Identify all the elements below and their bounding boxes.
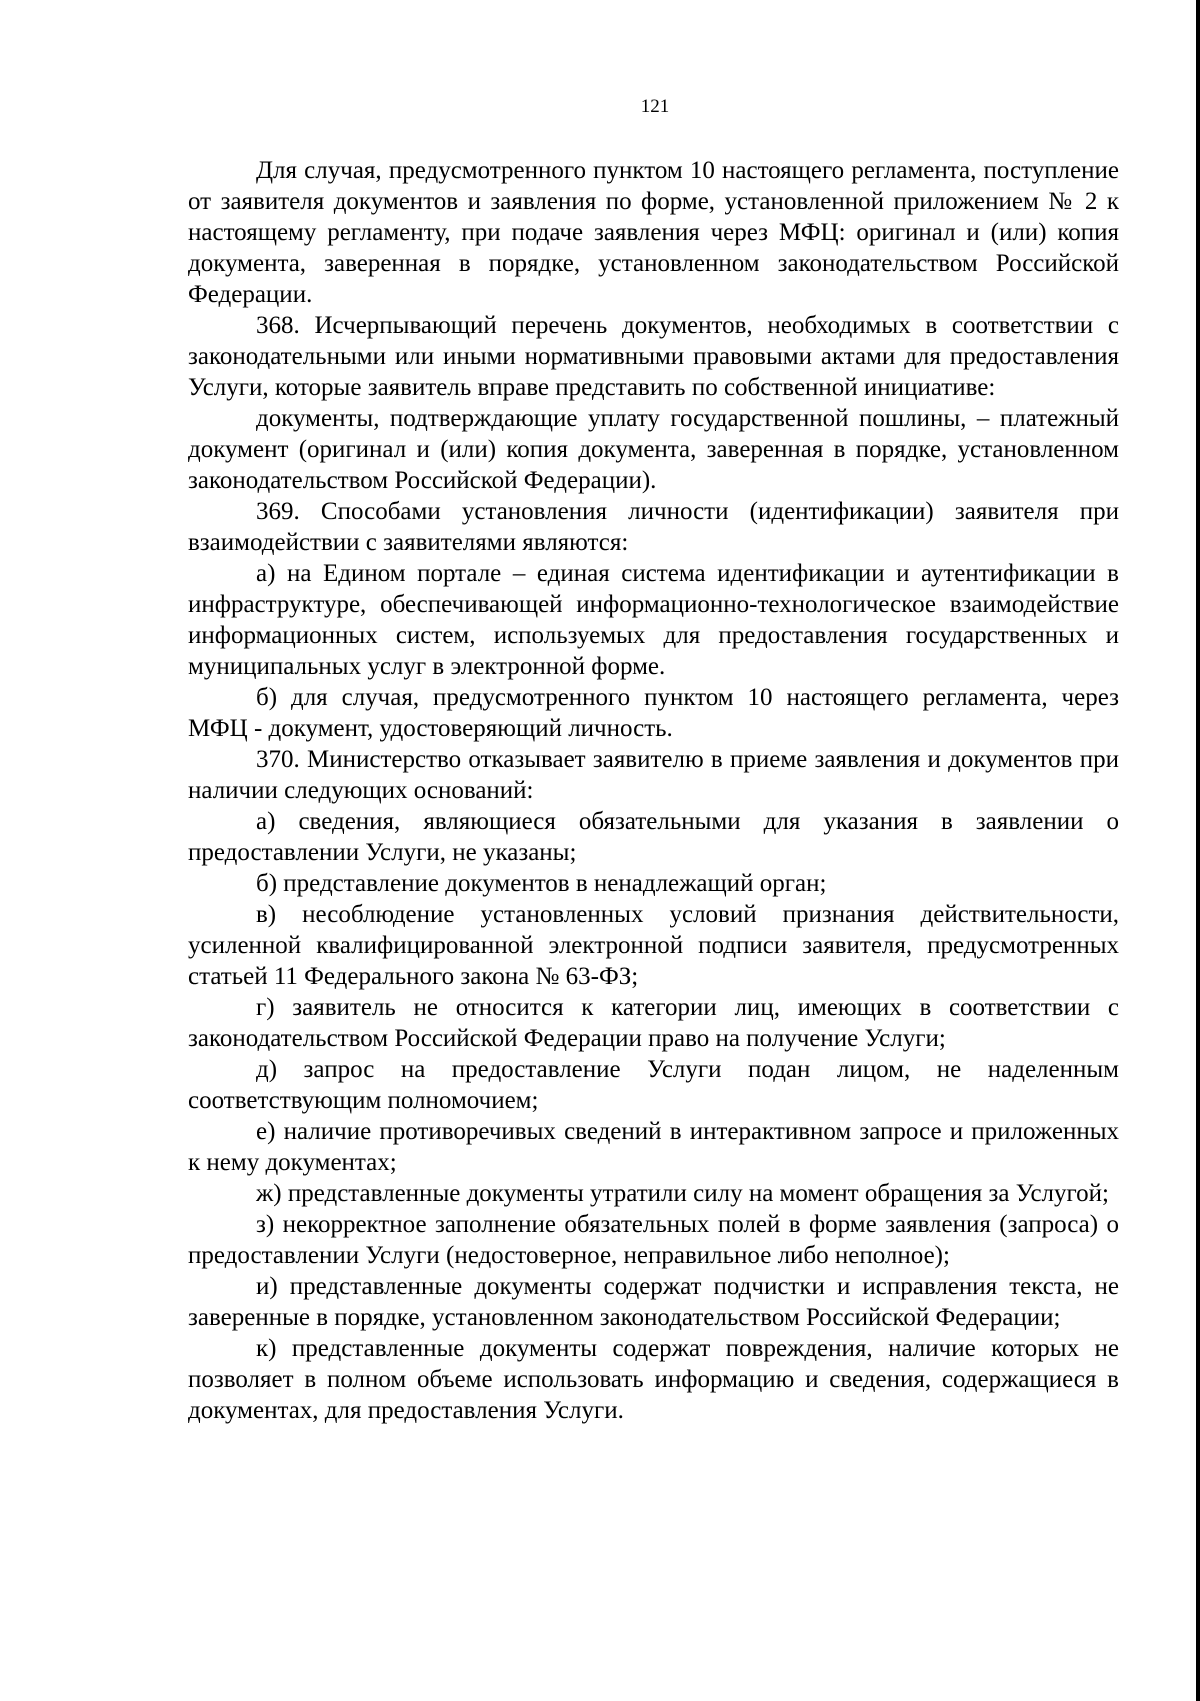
document-body: [188, 155, 1119, 1426]
paragraph-368: 368. Исчерпывающий перечень документов, необходимых в соответствии с законодательными или иными нормативными правовыми актами для предоставления Услуги, которые заявитель вправе представить по собственной инициативе:: [188, 312, 1119, 401]
list-item-370-b: б) представление документов в ненадлежащий орган;: [256, 870, 827, 897]
paragraph-370: 370. Министерство отказывает заявителю в приеме заявления и документов при наличии следующих оснований:: [188, 746, 1119, 804]
paragraph-369: 369. Способами установления личности (идентификации) заявителя при взаимодействии с заявителями являются:: [188, 498, 1119, 556]
list-item-370-zh: ж) представленные документы утратили силу на момент обращения за Услугой;: [256, 1180, 1109, 1207]
paragraph-fee-documents: документы, подтверждающие уплату государственной пошлины, – платежный документ (оригинал и (или) копия документа, заверенная в порядке, установленном законодательством Российской Федерации).: [188, 405, 1119, 494]
list-item-370-d: д) запрос на предоставление Услуги подан лицом, не наделенным соответствующим полномочием;: [188, 1056, 1119, 1114]
list-item-370-v: в) несоблюдение установленных условий признания действительности, усиленной квалифицированной электронной подписи заявителя, предусмотренных статьей 11 Федерального закона № 63-ФЗ;: [188, 901, 1119, 990]
page-number: 121: [640, 96, 670, 117]
scan-border: [1196, 0, 1200, 1701]
list-item-369-a: а) на Едином портале – единая система идентификации и аутентификации в инфраструктуре, обеспечивающей информационно-технологическое взаимодействие информационных систем, используемых для предоставления государственных и муниципальных услуг в электронной форме.: [188, 560, 1119, 680]
list-item-370-i: и) представленные документы содержат подчистки и исправления текста, не заверенные в порядке, установленном законодательством Российской Федерации;: [188, 1273, 1119, 1331]
list-item-370-a: а) сведения, являющиеся обязательными для указания в заявлении о предоставлении Услуги, не указаны;: [188, 808, 1119, 866]
list-item-369-b: б) для случая, предусмотренного пунктом 10 настоящего регламента, через МФЦ - документ, удостоверяющий личность.: [188, 684, 1119, 742]
paragraph-mfc-documents: Для случая, предусмотренного пунктом 10 настоящего регламента, поступление от заявителя документов и заявления по форме, установленной приложением № 2 к настоящему регламенту, при подаче заявления через МФЦ: оригинал и (или) копия документа, заверенная в порядке, установленном законодательством Российской Федерации.: [188, 157, 1119, 308]
list-item-370-g: г) заявитель не относится к категории лиц, имеющих в соответствии с законодательством Российской Федерации право на получение Услуги;: [188, 994, 1119, 1052]
list-item-370-z: з) некорректное заполнение обязательных полей в форме заявления (запроса) о предоставлении Услуги (недостоверное, неправильное либо неполное);: [188, 1211, 1119, 1269]
list-item-370-e: е) наличие противоречивых сведений в интерактивном запросе и приложенных к нему документах;: [188, 1118, 1119, 1176]
list-item-370-k: к) представленные документы содержат повреждения, наличие которых не позволяет в полном объеме использовать информацию и сведения, содержащиеся в документах, для предоставления Услуги.: [188, 1335, 1119, 1424]
